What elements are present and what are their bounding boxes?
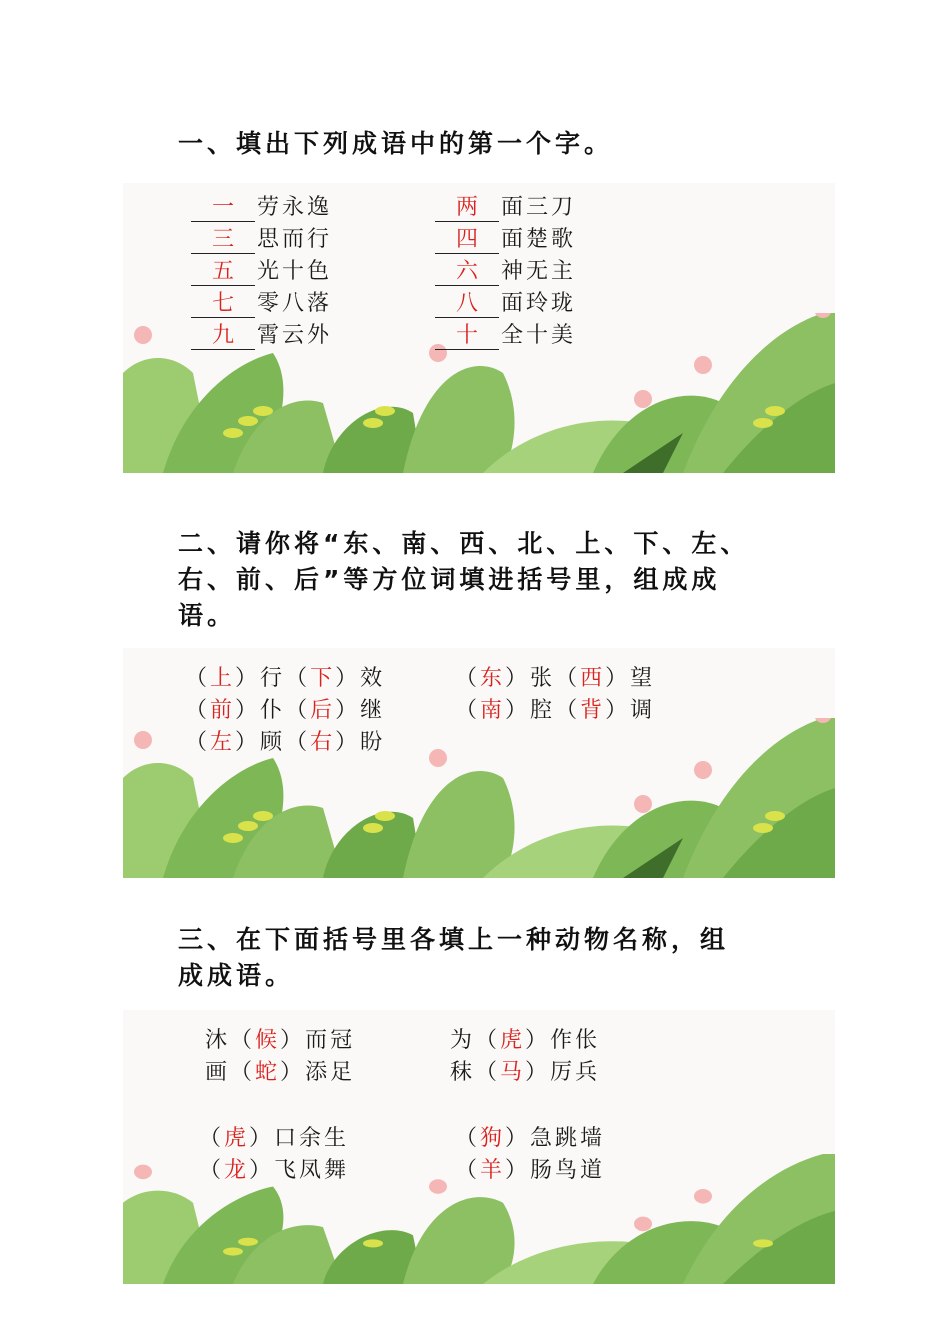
idiom-char: 作伥 <box>550 1028 601 1053</box>
idiom-item <box>191 193 332 223</box>
answer: 候 <box>255 1028 281 1053</box>
idiom-item <box>191 257 332 287</box>
idiom-char: 张 <box>530 666 556 691</box>
idiom-char: 添足 <box>305 1060 356 1085</box>
idiom-char: 厉兵 <box>550 1060 601 1085</box>
section2-panel <box>123 648 835 878</box>
idiom-item: （前）仆（后）继 <box>185 698 386 723</box>
idiom-char: 口余生 <box>274 1126 350 1151</box>
answer: 右 <box>310 730 336 755</box>
answer: 上 <box>210 666 236 691</box>
idiom-char: 急跳墙 <box>530 1126 606 1151</box>
idiom-rest: 光十色 <box>257 259 333 284</box>
answer-blank: 八 <box>435 291 499 318</box>
idiom-item: （东）张（西）望 <box>455 666 656 691</box>
answer: 龙 <box>224 1158 250 1183</box>
idiom-char: 飞凤舞 <box>274 1158 350 1183</box>
idiom-char: 为 <box>450 1028 476 1053</box>
idiom-item: （龙）飞凤舞 <box>199 1158 350 1183</box>
idiom-item: （羊）肠鸟道 <box>455 1158 606 1183</box>
answer-blank: 五 <box>191 259 255 286</box>
idiom-item: （左）顾（右）盼 <box>185 730 386 755</box>
section1-title: 一、填出下列成语中的第一个字。 <box>178 129 614 158</box>
answer-blank: 两 <box>435 195 499 222</box>
answer: 东 <box>480 666 506 691</box>
section3-panel <box>123 1010 835 1284</box>
answer-blank: 三 <box>191 227 255 254</box>
answer: 狗 <box>480 1126 506 1151</box>
idiom-rest: 思而行 <box>257 227 333 252</box>
idiom-item <box>435 321 576 351</box>
idiom-char: 效 <box>360 666 386 691</box>
answer: 下 <box>310 666 336 691</box>
section2-title-line: 语。 <box>178 601 237 630</box>
idiom-rest: 面三刀 <box>501 195 577 220</box>
idiom-item: （虎）口余生 <box>199 1126 350 1151</box>
idiom-item <box>191 289 332 319</box>
answer: 后 <box>310 698 336 723</box>
idiom-item: 秣（马）厉兵 <box>450 1060 601 1085</box>
answer: 南 <box>480 698 506 723</box>
idiom-item: （南）腔（背）调 <box>455 698 656 723</box>
answer: 虎 <box>224 1126 250 1151</box>
answer: 蛇 <box>255 1060 281 1085</box>
idiom-char: 腔 <box>530 698 556 723</box>
answer-blank: 十 <box>435 323 499 350</box>
idiom-char: 沐 <box>205 1028 231 1053</box>
answer: 羊 <box>480 1158 506 1183</box>
idiom-rest: 全十美 <box>501 323 577 348</box>
section3-title-line: 成成语。 <box>178 961 295 990</box>
idiom-rest: 霄云外 <box>257 323 333 348</box>
answer: 虎 <box>500 1028 526 1053</box>
idiom-char: 盼 <box>360 730 386 755</box>
idiom-item <box>435 289 576 319</box>
idiom-char: 顾 <box>260 730 286 755</box>
answer-blank: 四 <box>435 227 499 254</box>
idiom-item <box>435 225 576 255</box>
answer: 西 <box>580 666 606 691</box>
section2-title <box>178 526 749 634</box>
idiom-rest: 神无主 <box>501 259 577 284</box>
answer-blank: 一 <box>191 195 255 222</box>
idiom-item: 画（蛇）添足 <box>205 1060 356 1085</box>
section3-title-line: 三、在下面括号里各填上一种动物名称，组 <box>178 925 730 954</box>
idiom-item <box>435 257 576 287</box>
idiom-char: 而冠 <box>305 1028 356 1053</box>
idiom-char: 仆 <box>260 698 286 723</box>
answer-blank: 七 <box>191 291 255 318</box>
idiom-char: 秣 <box>450 1060 476 1085</box>
idiom-item <box>191 321 332 351</box>
answer-blank: 六 <box>435 259 499 286</box>
idiom-item <box>191 225 332 255</box>
section2-title-line: 二、请你将“东、南、西、北、上、下、左、 <box>178 529 750 558</box>
answer: 马 <box>500 1060 526 1085</box>
idiom-item: 沐（候）而冠 <box>205 1028 356 1053</box>
idiom-char: 肠鸟道 <box>530 1158 606 1183</box>
section3-title <box>178 922 729 994</box>
idiom-rest: 面楚歌 <box>501 227 577 252</box>
section2-title-line: 右、前、后”等方位词填进括号里，组成成 <box>178 565 721 594</box>
idiom-item <box>435 193 576 223</box>
idiom-rest: 面玲珑 <box>501 291 577 316</box>
idiom-char: 画 <box>205 1060 231 1085</box>
section1-panel <box>123 183 835 473</box>
idiom-item: （狗）急跳墙 <box>455 1126 606 1151</box>
idiom-char: 望 <box>630 666 656 691</box>
answer-blank: 九 <box>191 323 255 350</box>
idiom-item: 为（虎）作伥 <box>450 1028 601 1053</box>
answer: 前 <box>210 698 236 723</box>
answer: 背 <box>580 698 606 723</box>
idiom-char: 调 <box>630 698 656 723</box>
idiom-rest: 劳永逸 <box>257 195 333 220</box>
answer: 左 <box>210 730 236 755</box>
idiom-char: 行 <box>260 666 286 691</box>
idiom-item: （上）行（下）效 <box>185 666 386 691</box>
idiom-char: 继 <box>360 698 386 723</box>
idiom-rest: 零八落 <box>257 291 333 316</box>
